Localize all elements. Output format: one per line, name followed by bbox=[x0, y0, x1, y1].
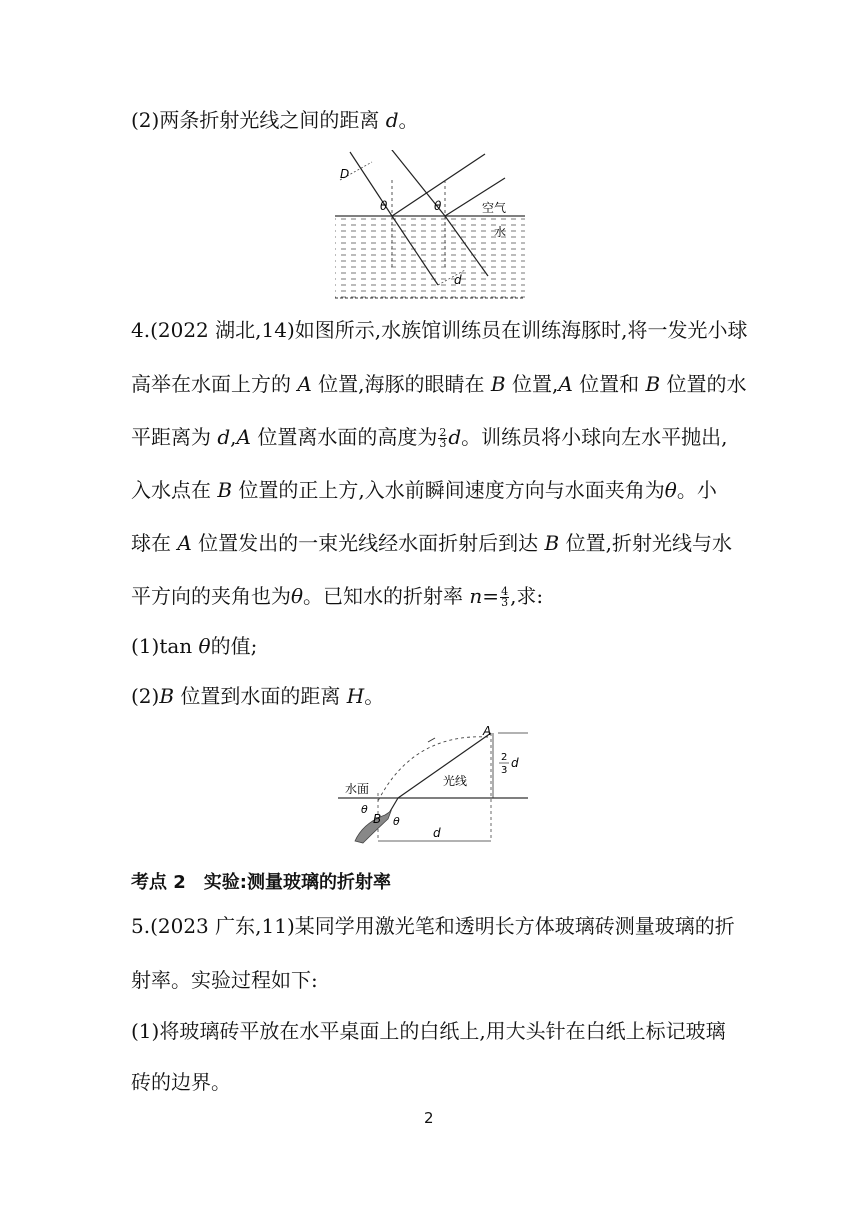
label-D: D bbox=[340, 167, 350, 181]
text: 高举在水面上方的 bbox=[131, 372, 298, 396]
fraction-2-3 bbox=[438, 428, 447, 449]
var-B: B bbox=[490, 372, 506, 396]
label-frac-d: d bbox=[511, 756, 519, 770]
text: 的值; bbox=[210, 634, 258, 658]
text: (1)将玻璃砖平放在水平桌面上的白纸上,用大头针在白纸上标记玻璃 bbox=[131, 1019, 726, 1043]
text: 位置到水面的距离 bbox=[174, 684, 347, 708]
label-theta-2: θ bbox=[393, 815, 400, 828]
var-A: A bbox=[236, 425, 251, 449]
label-A: A bbox=[483, 724, 492, 738]
var-A: A bbox=[558, 372, 573, 396]
var-B: B bbox=[217, 478, 233, 502]
text: 考点 2 实验:测量玻璃的折射率 bbox=[131, 872, 391, 893]
var-B: B bbox=[645, 372, 661, 396]
var-A: A bbox=[297, 372, 312, 396]
text: 4.(2022 湖北,14)如图所示,水族馆训练员在训练海豚时,将一发光小球 bbox=[131, 318, 748, 342]
text: , bbox=[230, 425, 237, 449]
var-A: A bbox=[177, 531, 192, 555]
text: (2) bbox=[131, 684, 160, 708]
refraction-figure bbox=[330, 150, 530, 302]
label-water-surface: 水面 bbox=[345, 782, 370, 796]
q4-part1 bbox=[131, 634, 257, 658]
q5-line-1 bbox=[131, 914, 735, 938]
var-d: d bbox=[217, 425, 231, 449]
label-theta-2: θ bbox=[434, 199, 442, 213]
page-number: 2 bbox=[424, 1109, 434, 1127]
var-theta: θ bbox=[291, 584, 304, 608]
label-theta-1: θ bbox=[380, 199, 388, 213]
text: 平方向的夹角也为 bbox=[131, 584, 291, 608]
text: 位置, bbox=[505, 372, 559, 396]
q4-line-1 bbox=[131, 318, 747, 342]
numerator: 4 bbox=[501, 585, 509, 598]
text: 球在 bbox=[131, 531, 178, 555]
text: 位置,海豚的眼睛在 bbox=[311, 372, 491, 396]
var-theta: θ bbox=[664, 478, 677, 502]
text: 位置离水面的高度为 bbox=[250, 425, 438, 449]
text: ,求: bbox=[510, 584, 544, 608]
q3-part2-line bbox=[131, 108, 419, 132]
text: = bbox=[482, 584, 500, 608]
text: 砖的边界。 bbox=[131, 1070, 231, 1094]
label-frac-num: 2 bbox=[501, 752, 508, 763]
text: 位置的水 bbox=[660, 372, 747, 396]
text: 射率。实验过程如下: bbox=[131, 968, 318, 992]
text: 5.(2023 广东,11)某同学用激光笔和透明长方体玻璃砖测量玻璃的折 bbox=[131, 914, 735, 938]
label-frac-den: 3 bbox=[501, 765, 508, 776]
text: 。小 bbox=[676, 478, 717, 502]
q4-line-6 bbox=[131, 584, 543, 608]
text: 。 bbox=[398, 108, 419, 132]
q5-line-3 bbox=[131, 1019, 726, 1043]
var-d: d bbox=[385, 108, 399, 132]
denominator: 3 bbox=[501, 596, 509, 609]
q4-line-2 bbox=[131, 372, 747, 396]
text: 位置发出的一束光线经水面折射后到达 bbox=[191, 531, 545, 555]
var-B: B bbox=[159, 684, 175, 708]
section-heading bbox=[131, 871, 391, 895]
q4-line-4 bbox=[131, 478, 717, 502]
fraction-4-3 bbox=[500, 587, 509, 608]
var-H: H bbox=[346, 684, 365, 708]
text: 。已知水的折射率 bbox=[303, 584, 470, 608]
text: 。 bbox=[364, 684, 385, 708]
label-air: 空气 bbox=[482, 201, 507, 215]
text: 位置,折射光线与水 bbox=[559, 531, 732, 555]
q4-part2 bbox=[131, 684, 384, 708]
text: 位置和 bbox=[572, 372, 646, 396]
label-light: 光线 bbox=[443, 774, 468, 788]
label-d: d bbox=[454, 273, 462, 287]
var-n: n bbox=[469, 584, 483, 608]
text: 。训练员将小球向左水平抛出, bbox=[461, 425, 728, 449]
label-d: d bbox=[433, 826, 441, 840]
text: (2)两条折射光线之间的距离 bbox=[131, 108, 386, 132]
var-theta: θ bbox=[198, 634, 211, 658]
text: 位置的正上方,入水前瞬间速度方向与水面夹角为 bbox=[232, 478, 665, 502]
label-theta-1: θ bbox=[361, 803, 368, 816]
var-B: B bbox=[544, 531, 560, 555]
q4-line-5 bbox=[131, 531, 732, 555]
text: 入水点在 bbox=[131, 478, 218, 502]
text: 平距离为 bbox=[131, 425, 218, 449]
q5-line-4 bbox=[131, 1070, 231, 1094]
var-d: d bbox=[448, 425, 462, 449]
text: (1)tan bbox=[131, 634, 199, 658]
label-water: 水 bbox=[494, 225, 507, 239]
q5-line-2 bbox=[131, 968, 318, 992]
q4-line-3 bbox=[131, 425, 728, 449]
dolphin-figure bbox=[333, 723, 533, 853]
light-ray bbox=[398, 733, 491, 798]
label-B: B bbox=[373, 812, 382, 826]
numerator: 2 bbox=[439, 426, 447, 439]
denominator: 3 bbox=[439, 437, 447, 450]
